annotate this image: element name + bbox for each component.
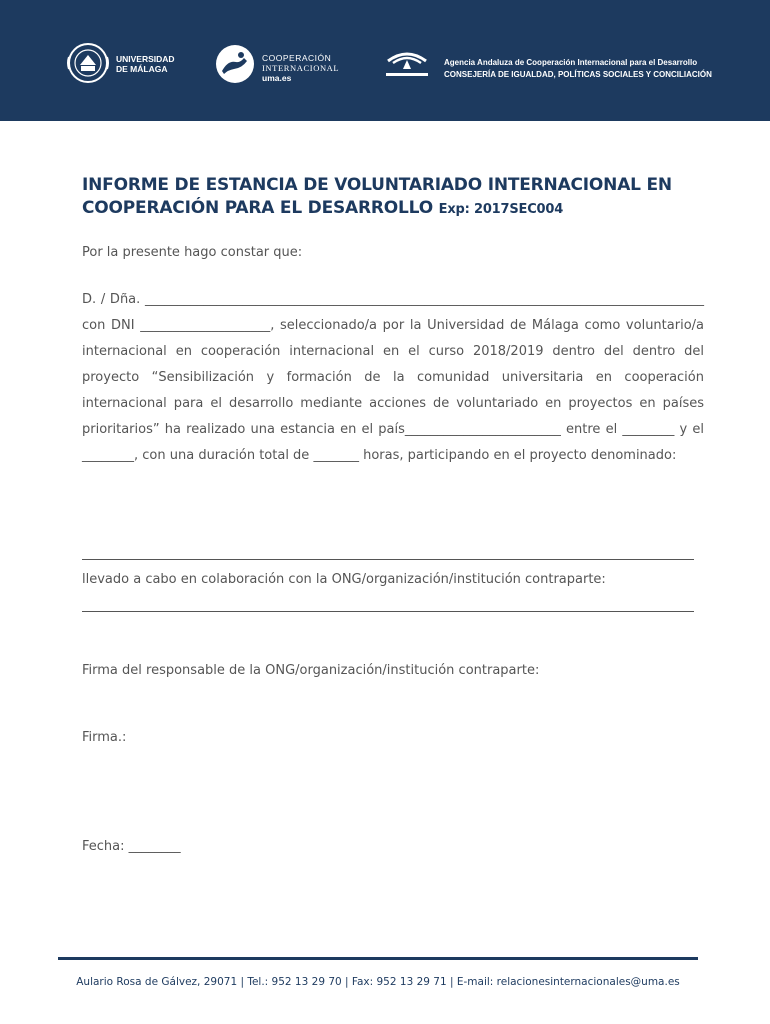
ong-name-line (82, 611, 694, 612)
agency-line-1: Agencia Andaluza de Cooperación Internacional para el Desarrollo (444, 58, 698, 67)
footer-divider (58, 957, 698, 960)
report-body: D. / Dña. ______________________________________________________________________________________ con DNI ____________________, seleccionado/a por la Universidad de Málaga como voluntario/a internacional en cooperación internacional en el curso 2018/2019 dentro del dentro del proyecto “Sensibilización y formación de la comunidad universitaria en cooperación internacional para el desarrollo mediante acciones de voluntariado en proyectos en países prioritarios” ha realizado una estancia en el país________________________ entre el ________ y el ________, con una duración total de _______ horas, participando en el proyecto denominado: (82, 292, 704, 463)
university-line-1: UNIVERSIDAD (116, 54, 175, 64)
document-title (82, 174, 702, 221)
fecha-label: Fecha: ________ (82, 839, 181, 854)
firma-label: Firma.: (82, 730, 127, 745)
cooperation-name (262, 53, 339, 83)
agency-name (444, 57, 712, 81)
junta-andalucia-logo-icon (384, 47, 430, 79)
coop-line-1: COOPERACIÓN (262, 53, 332, 63)
intro-text: Por la presente hago constar que: (82, 245, 303, 260)
coop-line-3: uma.es (262, 73, 292, 83)
title-text: INFORME DE ESTANCIA DE VOLUNTARIADO INTERNACIONAL EN COOPERACIÓN PARA EL DESARROLLO (82, 175, 672, 218)
header-band (0, 0, 770, 121)
university-name (116, 54, 175, 74)
agency-line-2: CONSEJERÍA DE IGUALDAD, POLÍTICAS SOCIALES Y CONCILIACIÓN (444, 70, 712, 79)
university-line-2: DE MÁLAGA (116, 64, 168, 74)
ong-text: llevado a cabo en colaboración con la ONG/organización/institución contraparte: (82, 572, 606, 587)
signature-label: Firma del responsable de la ONG/organización/institución contraparte: (82, 663, 540, 678)
university-seal-icon (66, 43, 110, 83)
expedient-number: Exp: 2017SEC004 (438, 202, 564, 217)
footer-contact: Aulario Rosa de Gálvez, 29071 | Tel.: 952 13 29 70 | Fax: 952 13 29 71 | E-mail: relacionesinternacionales@uma.es (76, 976, 680, 988)
coop-line-2: INTERNACIONAL (262, 63, 340, 73)
cooperation-hands-icon (214, 44, 256, 84)
project-name-line (82, 559, 694, 560)
